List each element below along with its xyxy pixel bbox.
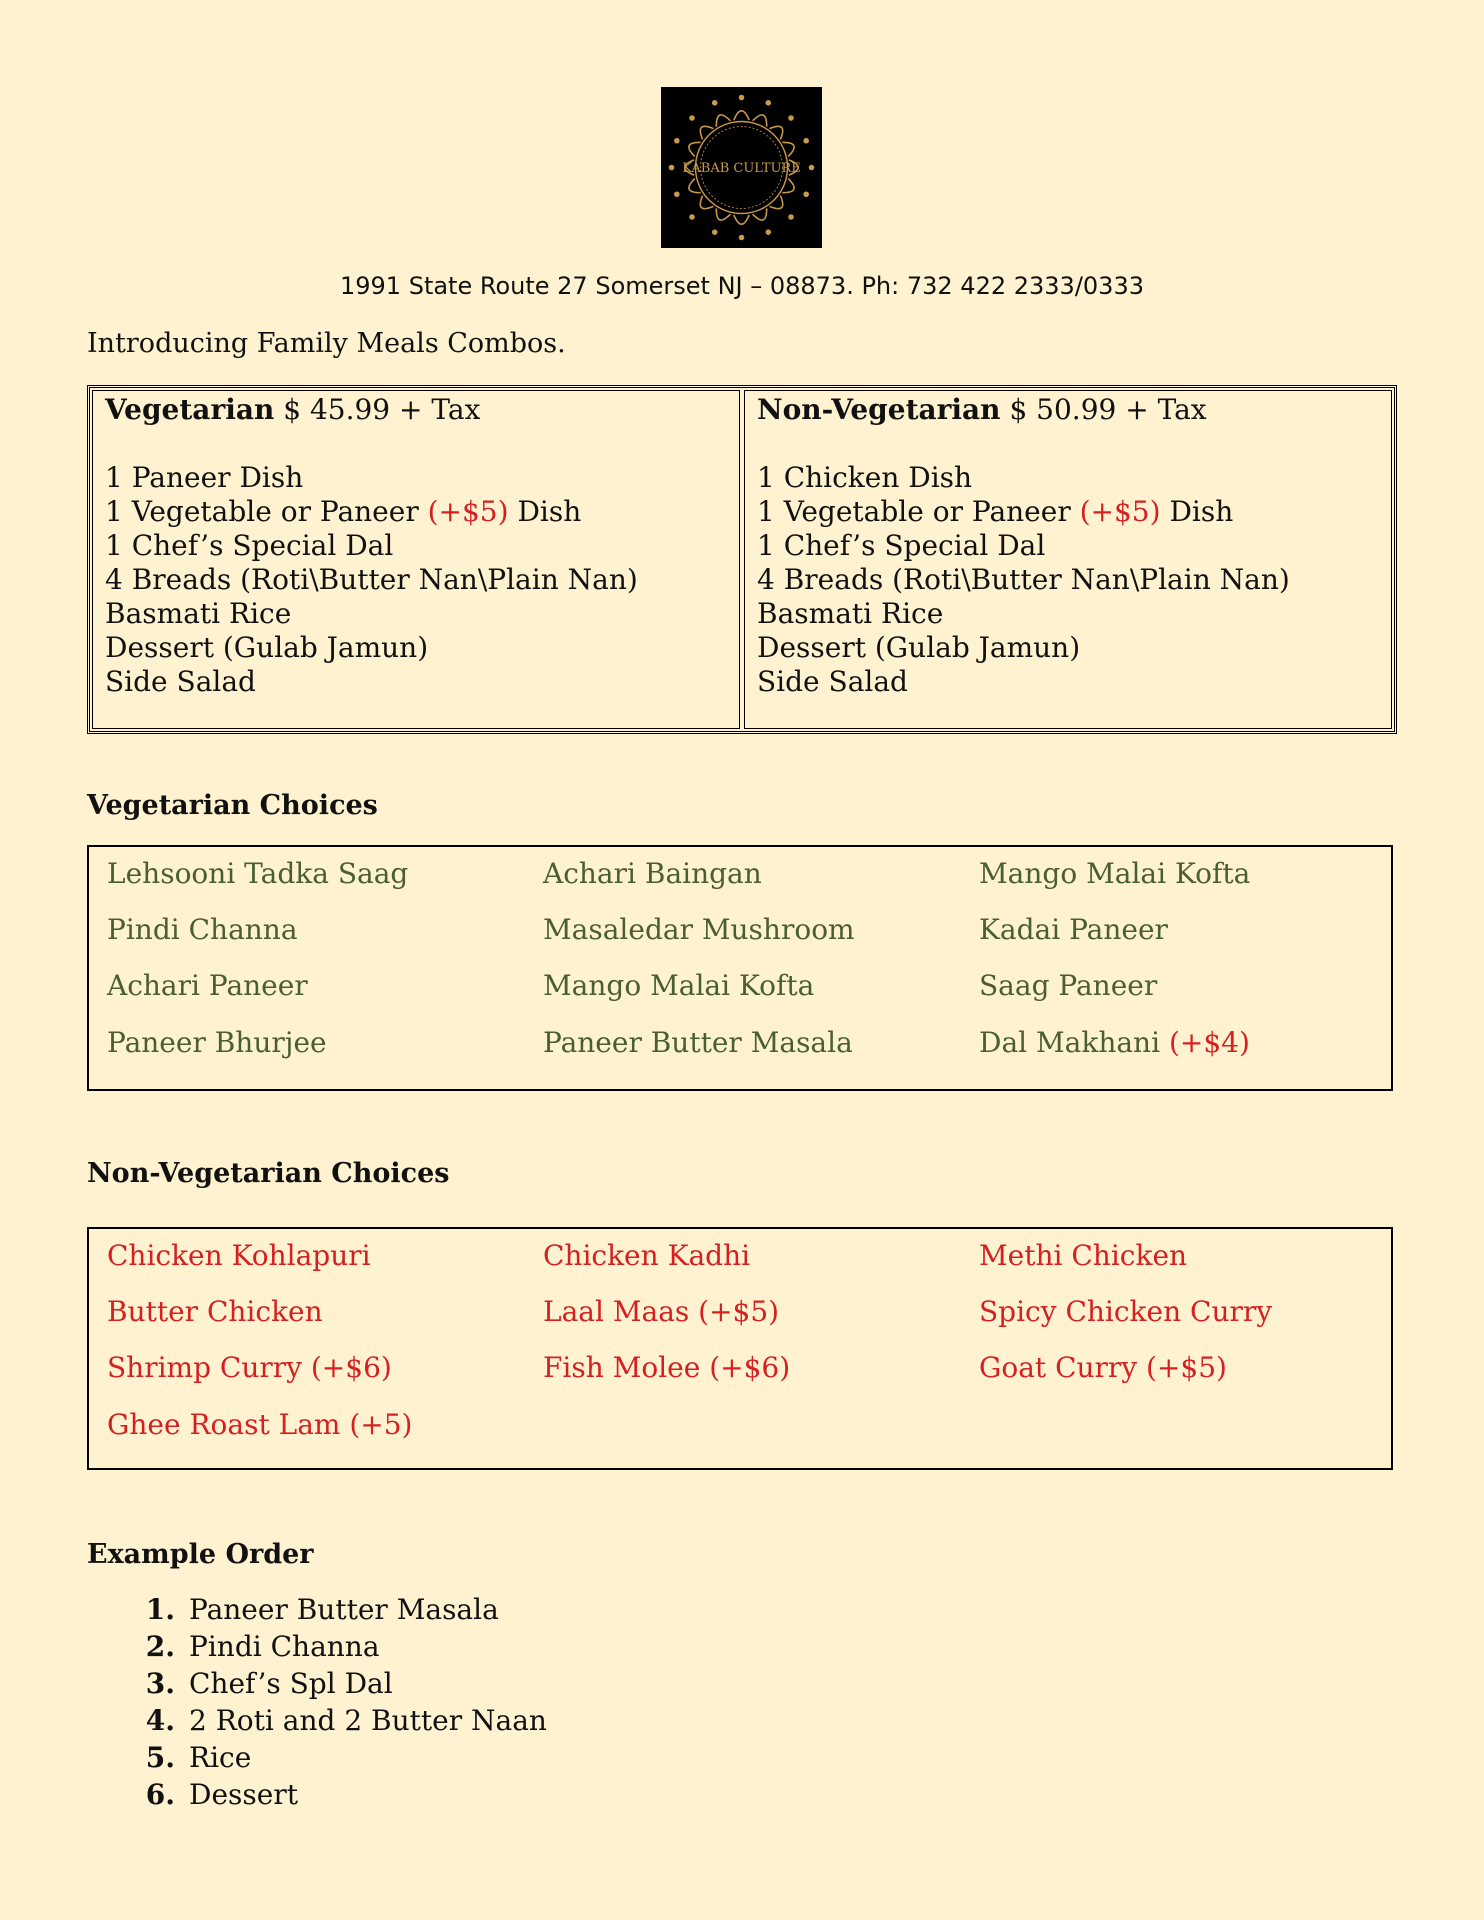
list-text: Dessert [189, 1778, 298, 1811]
list-number: 1. [145, 1593, 175, 1626]
combo-item-text: 1 Vegetable or Paneer [757, 495, 1080, 528]
choice-item: Pindi Channa [107, 913, 298, 946]
mandala-dot [713, 101, 717, 105]
combo-name: Non-Vegetarian [757, 393, 1001, 426]
choice-item: Kadai Paneer [979, 913, 1168, 946]
choice-item-dal-makhani [979, 1026, 1250, 1059]
combo-item: Side Salad [757, 665, 908, 698]
mandala-dot [766, 230, 770, 234]
choice-item: Paneer Bhurjee [107, 1026, 327, 1059]
list-item [130, 1702, 547, 1739]
list-item [130, 1665, 547, 1702]
nonveg-choices-title: Non-Vegetarian Choices [87, 1158, 450, 1189]
combo-item: 1 Chef’s Special Dal [105, 529, 394, 562]
choice-item: Saag Paneer [979, 969, 1158, 1002]
combo-non-vegetarian [744, 390, 1392, 729]
list-item [130, 1628, 547, 1665]
choice-item: Mango Malai Kofta [543, 969, 815, 1002]
combo-table [87, 385, 1397, 734]
combo-item [757, 495, 1379, 529]
combo-price: $ 45.99 + Tax [283, 393, 481, 426]
veg-choices-title: Vegetarian Choices [87, 790, 378, 821]
choice-item: Methi Chicken [979, 1239, 1188, 1272]
list-number: 6. [145, 1778, 175, 1811]
example-order-title: Example Order [87, 1539, 314, 1570]
restaurant-address: 1991 State Route 27 Somerset NJ – 08873. Ph: 732 422 2333/0333 [340, 272, 1144, 300]
list-text: Rice [189, 1741, 252, 1774]
combo-header [105, 393, 727, 461]
upcharge: (+$4) [1168, 1026, 1250, 1059]
logo-text: KABAB CULTURE [682, 161, 801, 176]
combo-item: Basmati Rice [757, 597, 944, 630]
list-item [130, 1776, 547, 1813]
combo-vegetarian [92, 390, 740, 729]
combo-item: Basmati Rice [105, 597, 292, 630]
choice-item: Achari Baingan [543, 857, 762, 890]
mandala-dot [766, 101, 770, 105]
list-number: 3. [145, 1667, 175, 1700]
combo-item: Dessert (Gulab Jamun) [105, 631, 429, 664]
choice-item: Fish Molee (+$6) [543, 1351, 791, 1384]
mandala-dot [810, 166, 814, 170]
list-item [130, 1591, 547, 1628]
combo-item: 4 Breads (Roti\Butter Nan\Plain Nan) [105, 563, 638, 596]
veg-choices-box [87, 845, 1393, 1091]
mandala-dot [789, 215, 793, 219]
mandala-dot [675, 192, 679, 196]
list-number: 5. [145, 1741, 175, 1774]
mandala-dot [690, 215, 694, 219]
mandala-emblem [661, 87, 822, 248]
mandala-dot [713, 230, 717, 234]
example-order-list [130, 1591, 547, 1813]
mandala-dot [804, 192, 808, 196]
mandala-dot [675, 139, 679, 143]
choice-item: Masaledar Mushroom [543, 913, 855, 946]
combo-item-text: Dish [1160, 495, 1234, 528]
combo-item-text: 1 Vegetable or Paneer [105, 495, 428, 528]
restaurant-logo [661, 87, 822, 248]
choice-item: Butter Chicken [107, 1295, 323, 1328]
intro-heading: Introducing Family Meals Combos. [87, 328, 566, 359]
nonveg-choices-box [87, 1227, 1393, 1470]
upcharge: (+$5) [427, 495, 509, 528]
choice-item: Mango Malai Kofta [979, 857, 1251, 890]
combo-item: Dessert (Gulab Jamun) [757, 631, 1081, 664]
combo-item [105, 495, 727, 529]
combo-header [757, 393, 1379, 461]
list-text: Paneer Butter Masala [189, 1593, 499, 1626]
combo-name: Vegetarian [105, 393, 275, 426]
mandala-dot [690, 116, 694, 120]
list-number: 2. [145, 1630, 175, 1663]
choice-item: Paneer Butter Masala [543, 1026, 853, 1059]
combo-item: 4 Breads (Roti\Butter Nan\Plain Nan) [757, 563, 1290, 596]
choice-item: Achari Paneer [107, 969, 308, 1002]
combo-item-text: Dish [508, 495, 582, 528]
list-text: Chef’s Spl Dal [189, 1667, 393, 1700]
mandala-dot [670, 166, 674, 170]
mandala-dot [789, 116, 793, 120]
choice-item-text: Dal Makhani [979, 1026, 1161, 1059]
mandala-petal [734, 111, 749, 120]
combo-item: 1 Chef’s Special Dal [757, 529, 1046, 562]
mandala-petal [734, 215, 749, 224]
list-item [130, 1739, 547, 1776]
list-number: 4. [145, 1704, 175, 1737]
choice-item: Goat Curry (+$5) [979, 1351, 1227, 1384]
combo-item: Side Salad [105, 665, 256, 698]
choice-item: Ghee Roast Lam (+5) [107, 1408, 413, 1441]
mandala-dot [740, 236, 744, 240]
choice-item: Chicken Kohlapuri [107, 1239, 371, 1272]
combo-item: 1 Chicken Dish [757, 461, 973, 494]
combo-item: 1 Paneer Dish [105, 461, 304, 494]
choice-item: Chicken Kadhi [543, 1239, 751, 1272]
list-text: Pindi Channa [189, 1630, 380, 1663]
list-text: 2 Roti and 2 Butter Naan [189, 1704, 547, 1737]
choice-item: Laal Maas (+$5) [543, 1295, 780, 1328]
mandala-dot [804, 139, 808, 143]
choice-item: Shrimp Curry (+$6) [107, 1351, 392, 1384]
combo-price: $ 50.99 + Tax [1009, 393, 1207, 426]
choice-item: Lehsooni Tadka Saag [107, 857, 409, 890]
choice-item: Spicy Chicken Curry [979, 1295, 1273, 1328]
upcharge: (+$5) [1079, 495, 1161, 528]
mandala-dot [740, 96, 744, 100]
